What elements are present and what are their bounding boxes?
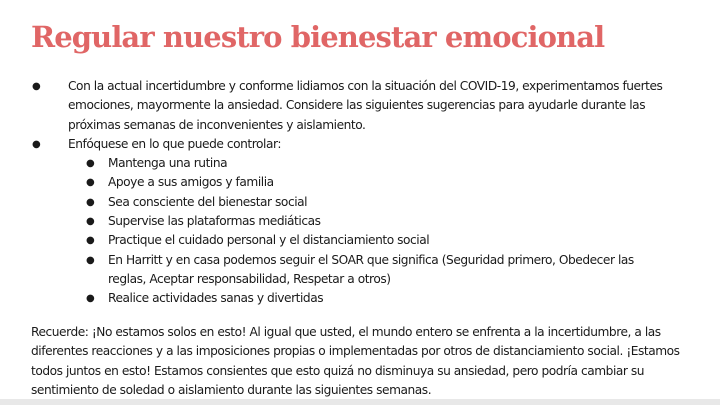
bullet-dot-icon: ● xyxy=(86,158,95,170)
sub-bullet-item xyxy=(68,231,671,250)
sub-bullet-text: Apoye a sus amigos y familia xyxy=(108,175,274,190)
bullet-dot-icon: ● xyxy=(32,81,41,92)
bullet-text: Enfóquese en lo que puede controlar: xyxy=(68,136,281,151)
sub-bullet-text: Sea consciente del bienestar social xyxy=(108,194,308,209)
sub-bullet-item xyxy=(68,289,671,308)
sub-bullet-text: Realice actividades sanas y divertidas xyxy=(108,291,324,306)
bullet-list xyxy=(31,77,671,309)
sub-bullet-text: Mantenga una rutina xyxy=(108,156,228,171)
slide-title: Regular nuestro bienestar emocional xyxy=(31,20,605,54)
sub-bullet-text: Supervise las plataformas mediáticas xyxy=(108,214,321,229)
bullet-dot-icon: ● xyxy=(86,216,95,228)
bullet-dot-icon: ● xyxy=(86,235,95,247)
sub-bullet-text: Practique el cuidado personal y el distanciamiento social xyxy=(108,233,430,248)
bullet-dot-icon: ● xyxy=(32,138,41,150)
bullet-dot-icon: ● xyxy=(86,177,95,189)
bullet-text: Con la actual incertidumbre y conforme lidiamos con la situación del COVID-19, experimentamos fuertes emociones, mayormente la ansiedad. Considere las siguientes sugerencias para ayudarle durante las próximas semanas de inconvenientes y aislamiento. xyxy=(68,79,663,132)
sub-bullet-item xyxy=(68,173,671,192)
sub-bullet-item xyxy=(68,154,671,173)
bullet-item-intro xyxy=(31,77,671,135)
sub-bullet-list xyxy=(68,154,671,308)
sub-bullet-text: En Harritt y en casa podemos seguir el SOAR que significa (Seguridad primero, Obedecer las reglas, Aceptar responsabilidad, Respetar a otros) xyxy=(108,252,634,286)
sub-bullet-item xyxy=(68,193,671,212)
closing-paragraph: Recuerde: ¡No estamos solos en esto! Al igual que usted, el mundo entero se enfrenta a la incertidumbre, a las diferentes reacciones y a las imposiciones propias o implementadas por otros de distanciamiento social. ¡Estamos todos juntos en esto! Estamos consientes que esto quizá no disminuya su ansiedad, pero podría cambiar su sentimiento de soledad o aislamiento durante las siguientes semanas. xyxy=(31,325,680,397)
bullet-dot-icon: ● xyxy=(86,254,95,266)
sub-bullet-item xyxy=(68,212,671,231)
bullet-dot-icon: ● xyxy=(86,293,95,305)
sub-bullet-item xyxy=(68,251,671,290)
bullet-item-focus xyxy=(31,135,671,309)
bullet-dot-icon: ● xyxy=(86,196,95,208)
footer-bar xyxy=(0,399,720,405)
